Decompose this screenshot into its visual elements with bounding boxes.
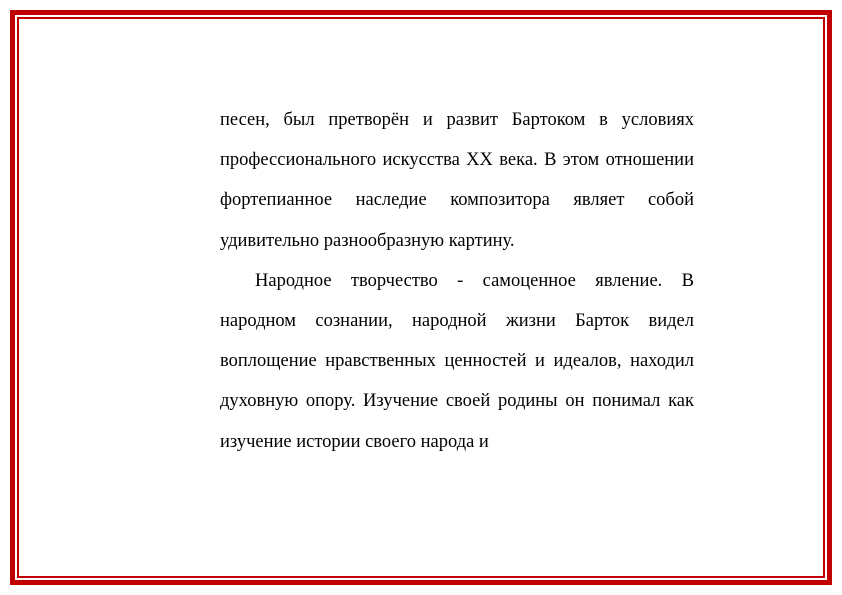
document-body bbox=[220, 100, 694, 462]
paragraph-continuation: песен, был претворён и развит Бартоком в условиях профессионального искусства XX века. В этом отношении фортепианное наследие композитора являет собой удивительно разнообразную картину. bbox=[220, 110, 694, 251]
paragraph-folk-art: Народное творчество - самоценное явление. В народном сознании, народной жизни Барток видел воплощение нравственных ценностей и идеалов, находил духовную опору. Изучение своей родины он понимал как изучение истории своего народа и bbox=[220, 270, 694, 452]
